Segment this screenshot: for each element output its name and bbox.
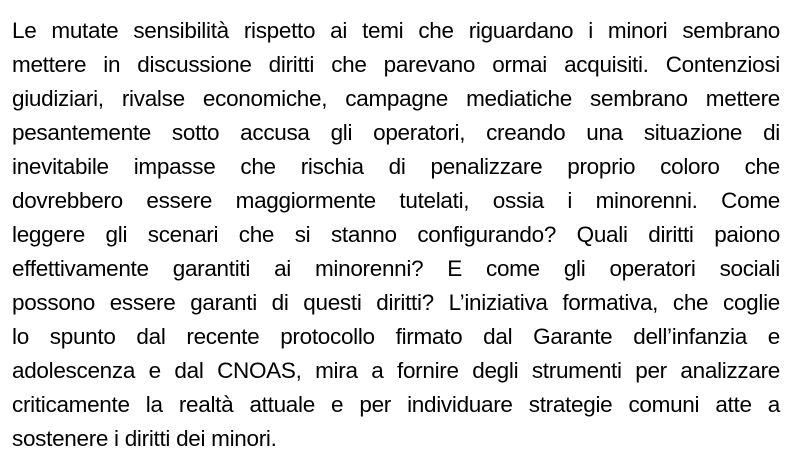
paragraph-line-2: mettere in discussione diritti che parevano ormai acquisiti. Contenziosi — [12, 52, 780, 77]
paragraph-line-10: lo spunto dal recente protocollo firmato dal Garante dell’infanzia e — [12, 324, 780, 349]
paragraph-line-3: giudiziari, rivalse economiche, campagne mediatiche sembrano mettere — [12, 86, 780, 111]
paragraph-line-1: Le mutate sensibilità rispetto ai temi che riguardano i minori sembrano — [12, 18, 780, 43]
paragraph-line-7: leggere gli scenari che si stanno configurando? Quali diritti paiono — [12, 222, 780, 247]
body-paragraph — [12, 14, 780, 456]
paragraph-line-6: dovrebbero essere maggiormente tutelati, ossia i minorenni. Come — [12, 188, 780, 213]
paragraph-line-11: adolescenza e dal CNOAS, mira a fornire degli strumenti per analizzare — [12, 358, 780, 383]
paragraph-line-8: effettivamente garantiti ai minorenni? E come gli operatori sociali — [12, 256, 780, 281]
paragraph-line-13: sostenere i diritti dei minori. — [12, 426, 277, 451]
paragraph-line-4: pesantemente sotto accusa gli operatori, creando una situazione di — [12, 120, 780, 145]
paragraph-line-12: criticamente la realtà attuale e per individuare strategie comuni atte a — [12, 392, 780, 417]
paragraph-line-5: inevitabile impasse che rischia di penalizzare proprio coloro che — [12, 154, 780, 179]
paragraph-line-9: possono essere garanti di questi diritti? L’iniziativa formativa, che coglie — [12, 290, 780, 315]
